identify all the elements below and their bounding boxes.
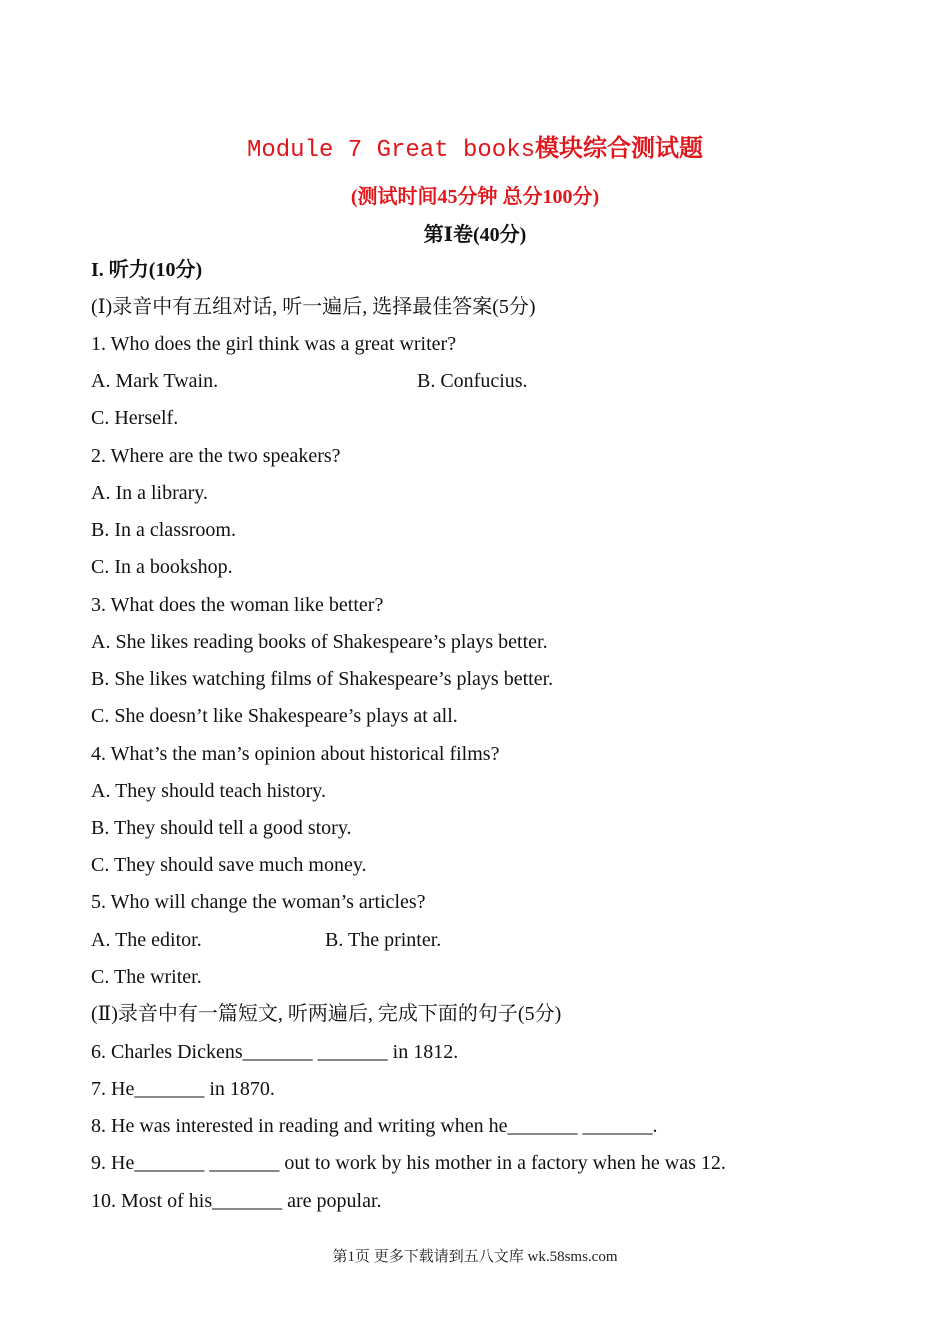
q5-option-a: A. The editor. — [91, 929, 202, 951]
q4-option-c: C. They should save much money. — [91, 854, 367, 876]
q1-option-b: B. Confucius. — [417, 370, 528, 392]
q2-option-c: C. In a bookshop. — [91, 556, 233, 578]
q1-options-row — [91, 368, 851, 394]
q3-option-b: B. She likes watching films of Shakespeare’s plays better. — [91, 668, 554, 690]
q1-option-c: C. Herself. — [91, 407, 179, 429]
page-title — [0, 128, 950, 164]
question-10: 10. Most of his_______ are popular. — [91, 1190, 382, 1212]
section-b-instructions: (Ⅱ)录音中有一篇短文, 听两遍后, 完成下面的句子(5分) — [91, 1003, 562, 1025]
page-footer: 第1页 更多下载请到五八文库 wk.58sms.com — [332, 1249, 618, 1265]
question-3: 3. What does the woman like better? — [91, 594, 384, 616]
question-4: 4. What’s the man’s opinion about historical films? — [91, 743, 500, 765]
q4-option-a: A. They should teach history. — [91, 780, 326, 802]
question-9: 9. He_______ _______ out to work by his mother in a factory when he was 12. — [91, 1152, 726, 1174]
question-8: 8. He was interested in reading and writing when he_______ _______. — [91, 1115, 658, 1137]
question-2: 2. Where are the two speakers? — [91, 445, 341, 467]
question-7: 7. He_______ in 1870. — [91, 1078, 275, 1100]
title-english: Module 7 Great books — [246, 137, 536, 164]
q3-option-a: A. She likes reading books of Shakespeare’s plays better. — [91, 631, 548, 653]
test-info: (测试时间45分钟 总分100分) — [350, 186, 600, 208]
q5-options-row — [91, 927, 851, 953]
section-a-instructions: (Ⅰ)录音中有五组对话, 听一遍后, 选择最佳答案(5分) — [91, 296, 536, 318]
q3-option-c: C. She doesn’t like Shakespeare’s plays at all. — [91, 705, 458, 727]
listening-heading: I. 听力(10分) — [91, 259, 203, 281]
q5-option-c: C. The writer. — [91, 966, 202, 988]
q1-option-a: A. Mark Twain. — [91, 370, 219, 392]
question-5: 5. Who will change the woman’s articles? — [91, 891, 426, 913]
question-1: 1. Who does the girl think was a great writer? — [91, 333, 457, 355]
volume-heading: 第Ⅰ卷(40分) — [423, 224, 527, 246]
q2-option-b: B. In a classroom. — [91, 519, 236, 541]
q2-option-a: A. In a library. — [91, 482, 208, 504]
question-6: 6. Charles Dickens_______ _______ in 1812. — [91, 1041, 459, 1063]
q5-option-b: B. The printer. — [325, 929, 442, 951]
title-chinese: 模块综合测试题 — [535, 134, 704, 162]
q4-option-b: B. They should tell a good story. — [91, 817, 352, 839]
